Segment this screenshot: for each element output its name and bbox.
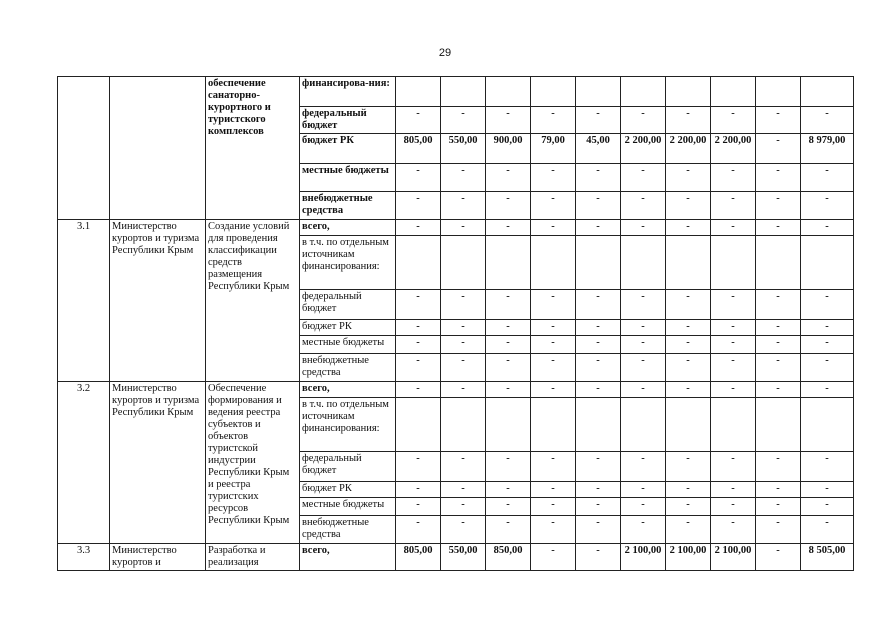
value-cell: -: [576, 452, 621, 482]
value-cell: -: [486, 382, 531, 398]
funding-source-cell: местные бюджеты: [300, 498, 396, 516]
value-cell: -: [801, 354, 854, 382]
value-cell: -: [396, 290, 441, 320]
value-cell: -: [756, 220, 801, 236]
executor-cell: Министерство курортов и туризма Республики Крым: [110, 220, 206, 382]
value-cell: -: [486, 452, 531, 482]
value-cell: -: [621, 107, 666, 134]
value-cell: -: [801, 336, 854, 354]
value-cell: -: [531, 290, 576, 320]
value-cell: 8 979,00: [801, 134, 854, 164]
value-cell: -: [801, 516, 854, 544]
value-cell: [396, 77, 441, 107]
value-cell: -: [441, 516, 486, 544]
row-number-cell: 3.1: [58, 220, 110, 382]
value-cell: -: [531, 107, 576, 134]
value-cell: -: [621, 354, 666, 382]
funding-source-cell: внебюджетные средства: [300, 516, 396, 544]
funding-source-cell: в т.ч. по отдельным источникам финансирования:: [300, 398, 396, 452]
value-cell: -: [486, 482, 531, 498]
measure-cell: Разработка и реализация: [206, 544, 300, 571]
value-cell: -: [441, 220, 486, 236]
value-cell: -: [576, 482, 621, 498]
table-row: [58, 382, 854, 398]
value-cell: [756, 236, 801, 290]
value-cell: -: [756, 134, 801, 164]
value-cell: -: [531, 220, 576, 236]
funding-source-cell: всего,: [300, 220, 396, 236]
value-cell: -: [576, 164, 621, 192]
value-cell: -: [666, 452, 711, 482]
funding-source-cell: внебюджетные средства: [300, 192, 396, 220]
value-cell: -: [666, 164, 711, 192]
value-cell: [666, 398, 711, 452]
value-cell: -: [441, 354, 486, 382]
value-cell: [621, 77, 666, 107]
value-cell: -: [486, 220, 531, 236]
value-cell: 805,00: [396, 544, 441, 571]
value-cell: -: [396, 320, 441, 336]
value-cell: [576, 236, 621, 290]
value-cell: -: [756, 452, 801, 482]
measure-cell: Обеспечение формирования и ведения реестра субъектов и объектов туристской индустрии Республики Крым и реестра туристских ресурсов Республики Крым: [206, 382, 300, 544]
value-cell: [441, 77, 486, 107]
value-cell: [441, 236, 486, 290]
value-cell: [531, 236, 576, 290]
value-cell: [801, 77, 854, 107]
value-cell: -: [711, 192, 756, 220]
value-cell: -: [396, 164, 441, 192]
value-cell: 2 200,00: [711, 134, 756, 164]
value-cell: -: [666, 320, 711, 336]
table-row: [58, 77, 854, 107]
value-cell: -: [486, 107, 531, 134]
value-cell: 2 100,00: [666, 544, 711, 571]
value-cell: [531, 77, 576, 107]
value-cell: 8 505,00: [801, 544, 854, 571]
value-cell: -: [756, 354, 801, 382]
value-cell: [756, 398, 801, 452]
value-cell: [531, 398, 576, 452]
value-cell: [576, 77, 621, 107]
value-cell: -: [711, 482, 756, 498]
value-cell: -: [621, 192, 666, 220]
value-cell: -: [441, 192, 486, 220]
value-cell: -: [486, 192, 531, 220]
value-cell: -: [531, 192, 576, 220]
value-cell: -: [396, 382, 441, 398]
value-cell: 900,00: [486, 134, 531, 164]
value-cell: -: [801, 192, 854, 220]
value-cell: -: [441, 107, 486, 134]
value-cell: -: [576, 290, 621, 320]
value-cell: -: [441, 164, 486, 192]
value-cell: -: [666, 382, 711, 398]
value-cell: -: [396, 498, 441, 516]
value-cell: -: [576, 192, 621, 220]
value-cell: -: [756, 107, 801, 134]
value-cell: -: [711, 498, 756, 516]
value-cell: -: [531, 320, 576, 336]
value-cell: -: [531, 336, 576, 354]
value-cell: -: [441, 320, 486, 336]
value-cell: -: [576, 382, 621, 398]
value-cell: -: [531, 164, 576, 192]
value-cell: [621, 398, 666, 452]
value-cell: -: [756, 336, 801, 354]
value-cell: -: [711, 164, 756, 192]
value-cell: -: [531, 354, 576, 382]
funding-source-cell: бюджет РК: [300, 320, 396, 336]
value-cell: -: [531, 544, 576, 571]
value-cell: -: [486, 320, 531, 336]
value-cell: -: [441, 336, 486, 354]
value-cell: -: [801, 482, 854, 498]
value-cell: -: [531, 452, 576, 482]
value-cell: -: [801, 220, 854, 236]
value-cell: -: [666, 290, 711, 320]
value-cell: 2 200,00: [666, 134, 711, 164]
value-cell: -: [711, 320, 756, 336]
value-cell: -: [621, 164, 666, 192]
value-cell: -: [756, 290, 801, 320]
funding-source-cell: местные бюджеты: [300, 164, 396, 192]
value-cell: -: [801, 107, 854, 134]
value-cell: [666, 236, 711, 290]
value-cell: [711, 77, 756, 107]
value-cell: -: [486, 498, 531, 516]
value-cell: -: [666, 354, 711, 382]
value-cell: -: [576, 320, 621, 336]
value-cell: -: [486, 164, 531, 192]
value-cell: -: [666, 192, 711, 220]
value-cell: 2 100,00: [621, 544, 666, 571]
value-cell: -: [666, 107, 711, 134]
value-cell: -: [666, 516, 711, 544]
value-cell: -: [756, 382, 801, 398]
value-cell: -: [531, 482, 576, 498]
value-cell: -: [576, 354, 621, 382]
funding-source-cell: федеральный бюджет: [300, 290, 396, 320]
value-cell: -: [756, 516, 801, 544]
value-cell: [486, 77, 531, 107]
value-cell: -: [441, 290, 486, 320]
value-cell: [801, 398, 854, 452]
value-cell: [711, 398, 756, 452]
value-cell: -: [666, 220, 711, 236]
value-cell: [396, 398, 441, 452]
value-cell: -: [396, 354, 441, 382]
value-cell: -: [441, 482, 486, 498]
table-row: [58, 220, 854, 236]
value-cell: -: [576, 336, 621, 354]
value-cell: -: [711, 290, 756, 320]
value-cell: -: [531, 498, 576, 516]
budget-table-body: [58, 77, 854, 571]
funding-source-cell: всего,: [300, 382, 396, 398]
measure-cell: обеспечение санаторно-курортного и туристского комплексов: [206, 77, 300, 220]
value-cell: -: [621, 382, 666, 398]
value-cell: -: [621, 290, 666, 320]
funding-source-cell: федеральный бюджет: [300, 452, 396, 482]
value-cell: 550,00: [441, 544, 486, 571]
value-cell: -: [756, 164, 801, 192]
value-cell: -: [621, 336, 666, 354]
funding-source-cell: бюджет РК: [300, 134, 396, 164]
value-cell: -: [801, 290, 854, 320]
value-cell: -: [621, 320, 666, 336]
value-cell: [486, 236, 531, 290]
value-cell: -: [576, 107, 621, 134]
value-cell: 2 100,00: [711, 544, 756, 571]
executor-cell: Министерство курортов и: [110, 544, 206, 571]
value-cell: [396, 236, 441, 290]
value-cell: -: [441, 498, 486, 516]
value-cell: -: [486, 354, 531, 382]
value-cell: -: [711, 452, 756, 482]
table-row: [58, 544, 854, 571]
value-cell: -: [441, 382, 486, 398]
funding-source-cell: внебюджетные средства: [300, 354, 396, 382]
value-cell: -: [711, 382, 756, 398]
funding-source-cell: в т.ч. по отдельным источникам финансирования:: [300, 236, 396, 290]
value-cell: -: [711, 336, 756, 354]
executor-cell: [110, 77, 206, 220]
value-cell: -: [396, 516, 441, 544]
value-cell: -: [576, 544, 621, 571]
value-cell: -: [576, 498, 621, 516]
value-cell: -: [666, 482, 711, 498]
funding-source-cell: бюджет РК: [300, 482, 396, 498]
value-cell: -: [576, 220, 621, 236]
value-cell: -: [576, 516, 621, 544]
funding-source-cell: финансирова-ния:: [300, 77, 396, 107]
value-cell: -: [801, 498, 854, 516]
value-cell: -: [756, 482, 801, 498]
value-cell: -: [396, 192, 441, 220]
value-cell: -: [486, 516, 531, 544]
page-number: 29: [438, 47, 452, 59]
value-cell: -: [396, 220, 441, 236]
value-cell: [711, 236, 756, 290]
value-cell: 850,00: [486, 544, 531, 571]
value-cell: [801, 236, 854, 290]
row-number-cell: [58, 77, 110, 220]
value-cell: -: [711, 220, 756, 236]
value-cell: [441, 398, 486, 452]
value-cell: -: [621, 498, 666, 516]
value-cell: -: [396, 107, 441, 134]
value-cell: -: [711, 516, 756, 544]
value-cell: -: [621, 220, 666, 236]
value-cell: -: [756, 544, 801, 571]
value-cell: 2 200,00: [621, 134, 666, 164]
value-cell: -: [396, 482, 441, 498]
value-cell: 45,00: [576, 134, 621, 164]
value-cell: -: [396, 452, 441, 482]
funding-source-cell: всего,: [300, 544, 396, 571]
value-cell: -: [531, 382, 576, 398]
value-cell: -: [756, 320, 801, 336]
value-cell: -: [801, 382, 854, 398]
value-cell: -: [666, 336, 711, 354]
value-cell: [576, 398, 621, 452]
value-cell: [621, 236, 666, 290]
funding-source-cell: федеральный бюджет: [300, 107, 396, 134]
value-cell: -: [801, 164, 854, 192]
value-cell: -: [711, 354, 756, 382]
value-cell: 805,00: [396, 134, 441, 164]
value-cell: 550,00: [441, 134, 486, 164]
value-cell: -: [486, 290, 531, 320]
value-cell: -: [531, 516, 576, 544]
value-cell: -: [756, 498, 801, 516]
value-cell: [666, 77, 711, 107]
value-cell: -: [621, 452, 666, 482]
value-cell: 79,00: [531, 134, 576, 164]
value-cell: -: [801, 452, 854, 482]
value-cell: -: [441, 452, 486, 482]
value-cell: [756, 77, 801, 107]
value-cell: -: [621, 516, 666, 544]
value-cell: -: [711, 107, 756, 134]
value-cell: [486, 398, 531, 452]
row-number-cell: 3.2: [58, 382, 110, 544]
budget-table: [57, 76, 854, 571]
measure-cell: Создание условий для проведения классификации средств размещения Республики Крым: [206, 220, 300, 382]
value-cell: -: [396, 336, 441, 354]
value-cell: -: [801, 320, 854, 336]
executor-cell: Министерство курортов и туризма Республики Крым: [110, 382, 206, 544]
value-cell: -: [756, 192, 801, 220]
funding-source-cell: местные бюджеты: [300, 336, 396, 354]
row-number-cell: 3.3: [58, 544, 110, 571]
value-cell: -: [666, 498, 711, 516]
value-cell: -: [486, 336, 531, 354]
value-cell: -: [621, 482, 666, 498]
